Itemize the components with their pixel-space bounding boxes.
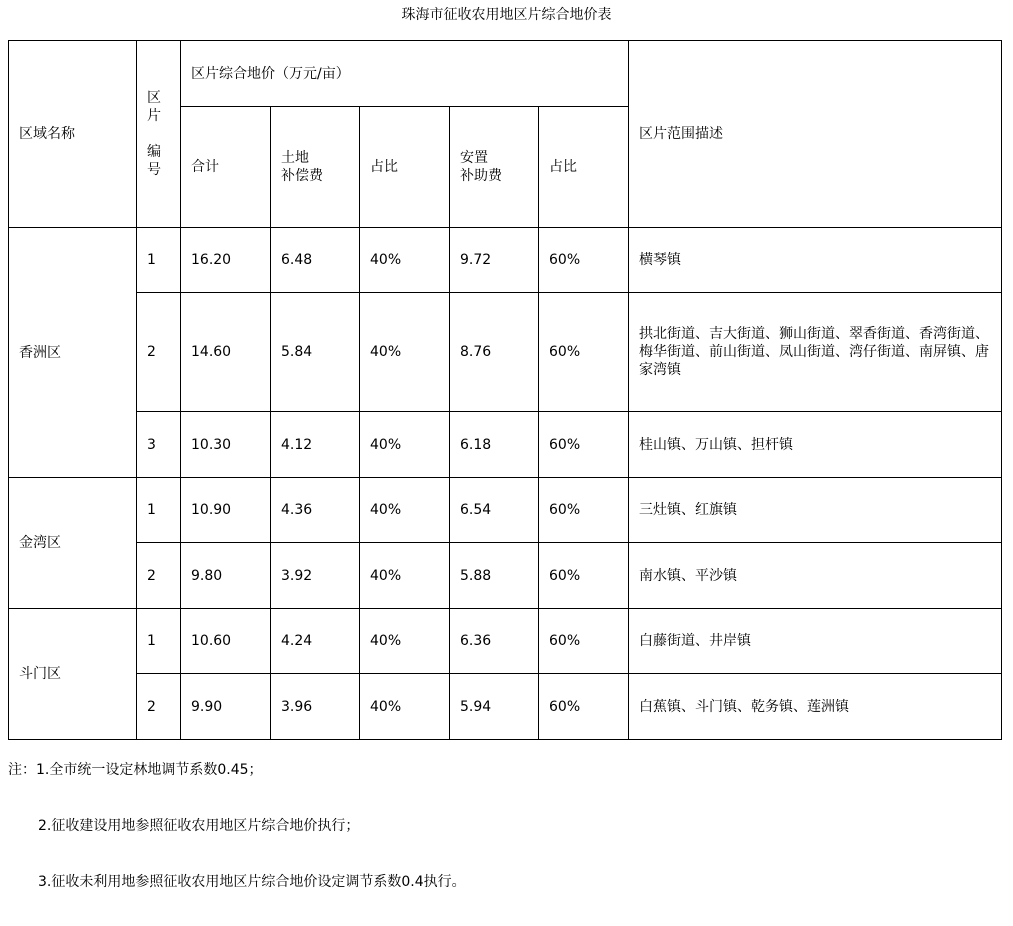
zone-land-ratio: 40% xyxy=(360,412,450,478)
header-zone-no: 区 片 编 号 xyxy=(137,41,181,228)
district-name: 斗门区 xyxy=(9,609,137,740)
zone-desc: 白藤街道、井岸镇 xyxy=(629,609,1002,674)
header-composite-price: 区片综合地价（万元/亩） xyxy=(181,41,629,107)
zone-no: 2 xyxy=(137,674,181,740)
note-1: 注：1.全市统一设定林地调节系数0.45； xyxy=(8,762,263,778)
header-row-1 xyxy=(9,41,1002,107)
zone-resettle-ratio: 60% xyxy=(539,478,629,543)
page-title: 珠海市征收农用地区片综合地价表 xyxy=(401,7,612,23)
zone-desc: 南水镇、平沙镇 xyxy=(629,543,1002,609)
zone-no: 1 xyxy=(137,228,181,293)
zone-land-ratio: 40% xyxy=(360,293,450,412)
zone-desc: 拱北街道、吉大街道、狮山街道、翠香街道、香湾街道、梅华街道、前山街道、凤山街道、湾仔街道、南屏镇、唐家湾镇 xyxy=(629,293,1002,412)
zone-land: 3.96 xyxy=(271,674,360,740)
header-land-comp: 土地 补偿费 xyxy=(271,107,360,228)
zone-land-ratio: 40% xyxy=(360,478,450,543)
zone-resettle: 6.36 xyxy=(450,609,539,674)
zone-total: 10.30 xyxy=(181,412,271,478)
district-name: 金湾区 xyxy=(9,478,137,609)
zone-land: 4.24 xyxy=(271,609,360,674)
notes xyxy=(8,758,998,926)
zone-desc: 白蕉镇、斗门镇、乾务镇、莲洲镇 xyxy=(629,674,1002,740)
zone-resettle-ratio: 60% xyxy=(539,228,629,293)
zone-land: 4.12 xyxy=(271,412,360,478)
table-row xyxy=(9,478,1002,543)
zone-total: 10.90 xyxy=(181,478,271,543)
zone-resettle-ratio: 60% xyxy=(539,293,629,412)
zone-resettle: 5.88 xyxy=(450,543,539,609)
zone-no: 2 xyxy=(137,543,181,609)
zone-resettle-ratio: 60% xyxy=(539,674,629,740)
note-2: 2.征收建设用地参照征收农用地区片综合地价执行； xyxy=(38,818,360,834)
zone-land-ratio: 40% xyxy=(360,674,450,740)
zone-resettle: 6.54 xyxy=(450,478,539,543)
zone-land-ratio: 40% xyxy=(360,609,450,674)
zone-land-ratio: 40% xyxy=(360,543,450,609)
zone-land-ratio: 40% xyxy=(360,228,450,293)
zone-no: 1 xyxy=(137,478,181,543)
zone-desc: 横琴镇 xyxy=(629,228,1002,293)
zone-desc: 桂山镇、万山镇、担杆镇 xyxy=(629,412,1002,478)
note-3: 3.征收未利用地参照征收农用地区片综合地价设定调节系数0.4执行。 xyxy=(38,874,466,890)
table-row xyxy=(9,293,1002,412)
zone-desc: 三灶镇、红旗镇 xyxy=(629,478,1002,543)
zone-total: 9.90 xyxy=(181,674,271,740)
zone-no: 2 xyxy=(137,293,181,412)
zone-total: 16.20 xyxy=(181,228,271,293)
header-resettle: 安置 补助费 xyxy=(450,107,539,228)
zone-no: 1 xyxy=(137,609,181,674)
zone-resettle-ratio: 60% xyxy=(539,412,629,478)
table-row xyxy=(9,412,1002,478)
zone-resettle: 5.94 xyxy=(450,674,539,740)
header-range-desc: 区片范围描述 xyxy=(629,41,1002,228)
table-row xyxy=(9,674,1002,740)
table-row xyxy=(9,228,1002,293)
zone-resettle: 6.18 xyxy=(450,412,539,478)
header-resettle-ratio: 占比 xyxy=(539,107,629,228)
zone-total: 9.80 xyxy=(181,543,271,609)
zone-resettle: 8.76 xyxy=(450,293,539,412)
header-land-ratio: 占比 xyxy=(360,107,450,228)
zone-total: 10.60 xyxy=(181,609,271,674)
zone-resettle: 9.72 xyxy=(450,228,539,293)
zone-resettle-ratio: 60% xyxy=(539,609,629,674)
zone-total: 14.60 xyxy=(181,293,271,412)
district-name: 香洲区 xyxy=(9,228,137,478)
table-row xyxy=(9,609,1002,674)
zone-resettle-ratio: 60% xyxy=(539,543,629,609)
zone-land: 5.84 xyxy=(271,293,360,412)
zone-land: 6.48 xyxy=(271,228,360,293)
zone-land: 4.36 xyxy=(271,478,360,543)
zone-no: 3 xyxy=(137,412,181,478)
table-row xyxy=(9,543,1002,609)
header-total: 合计 xyxy=(181,107,271,228)
header-region-name: 区域名称 xyxy=(9,41,137,228)
price-table xyxy=(8,40,1002,740)
zone-land: 3.92 xyxy=(271,543,360,609)
